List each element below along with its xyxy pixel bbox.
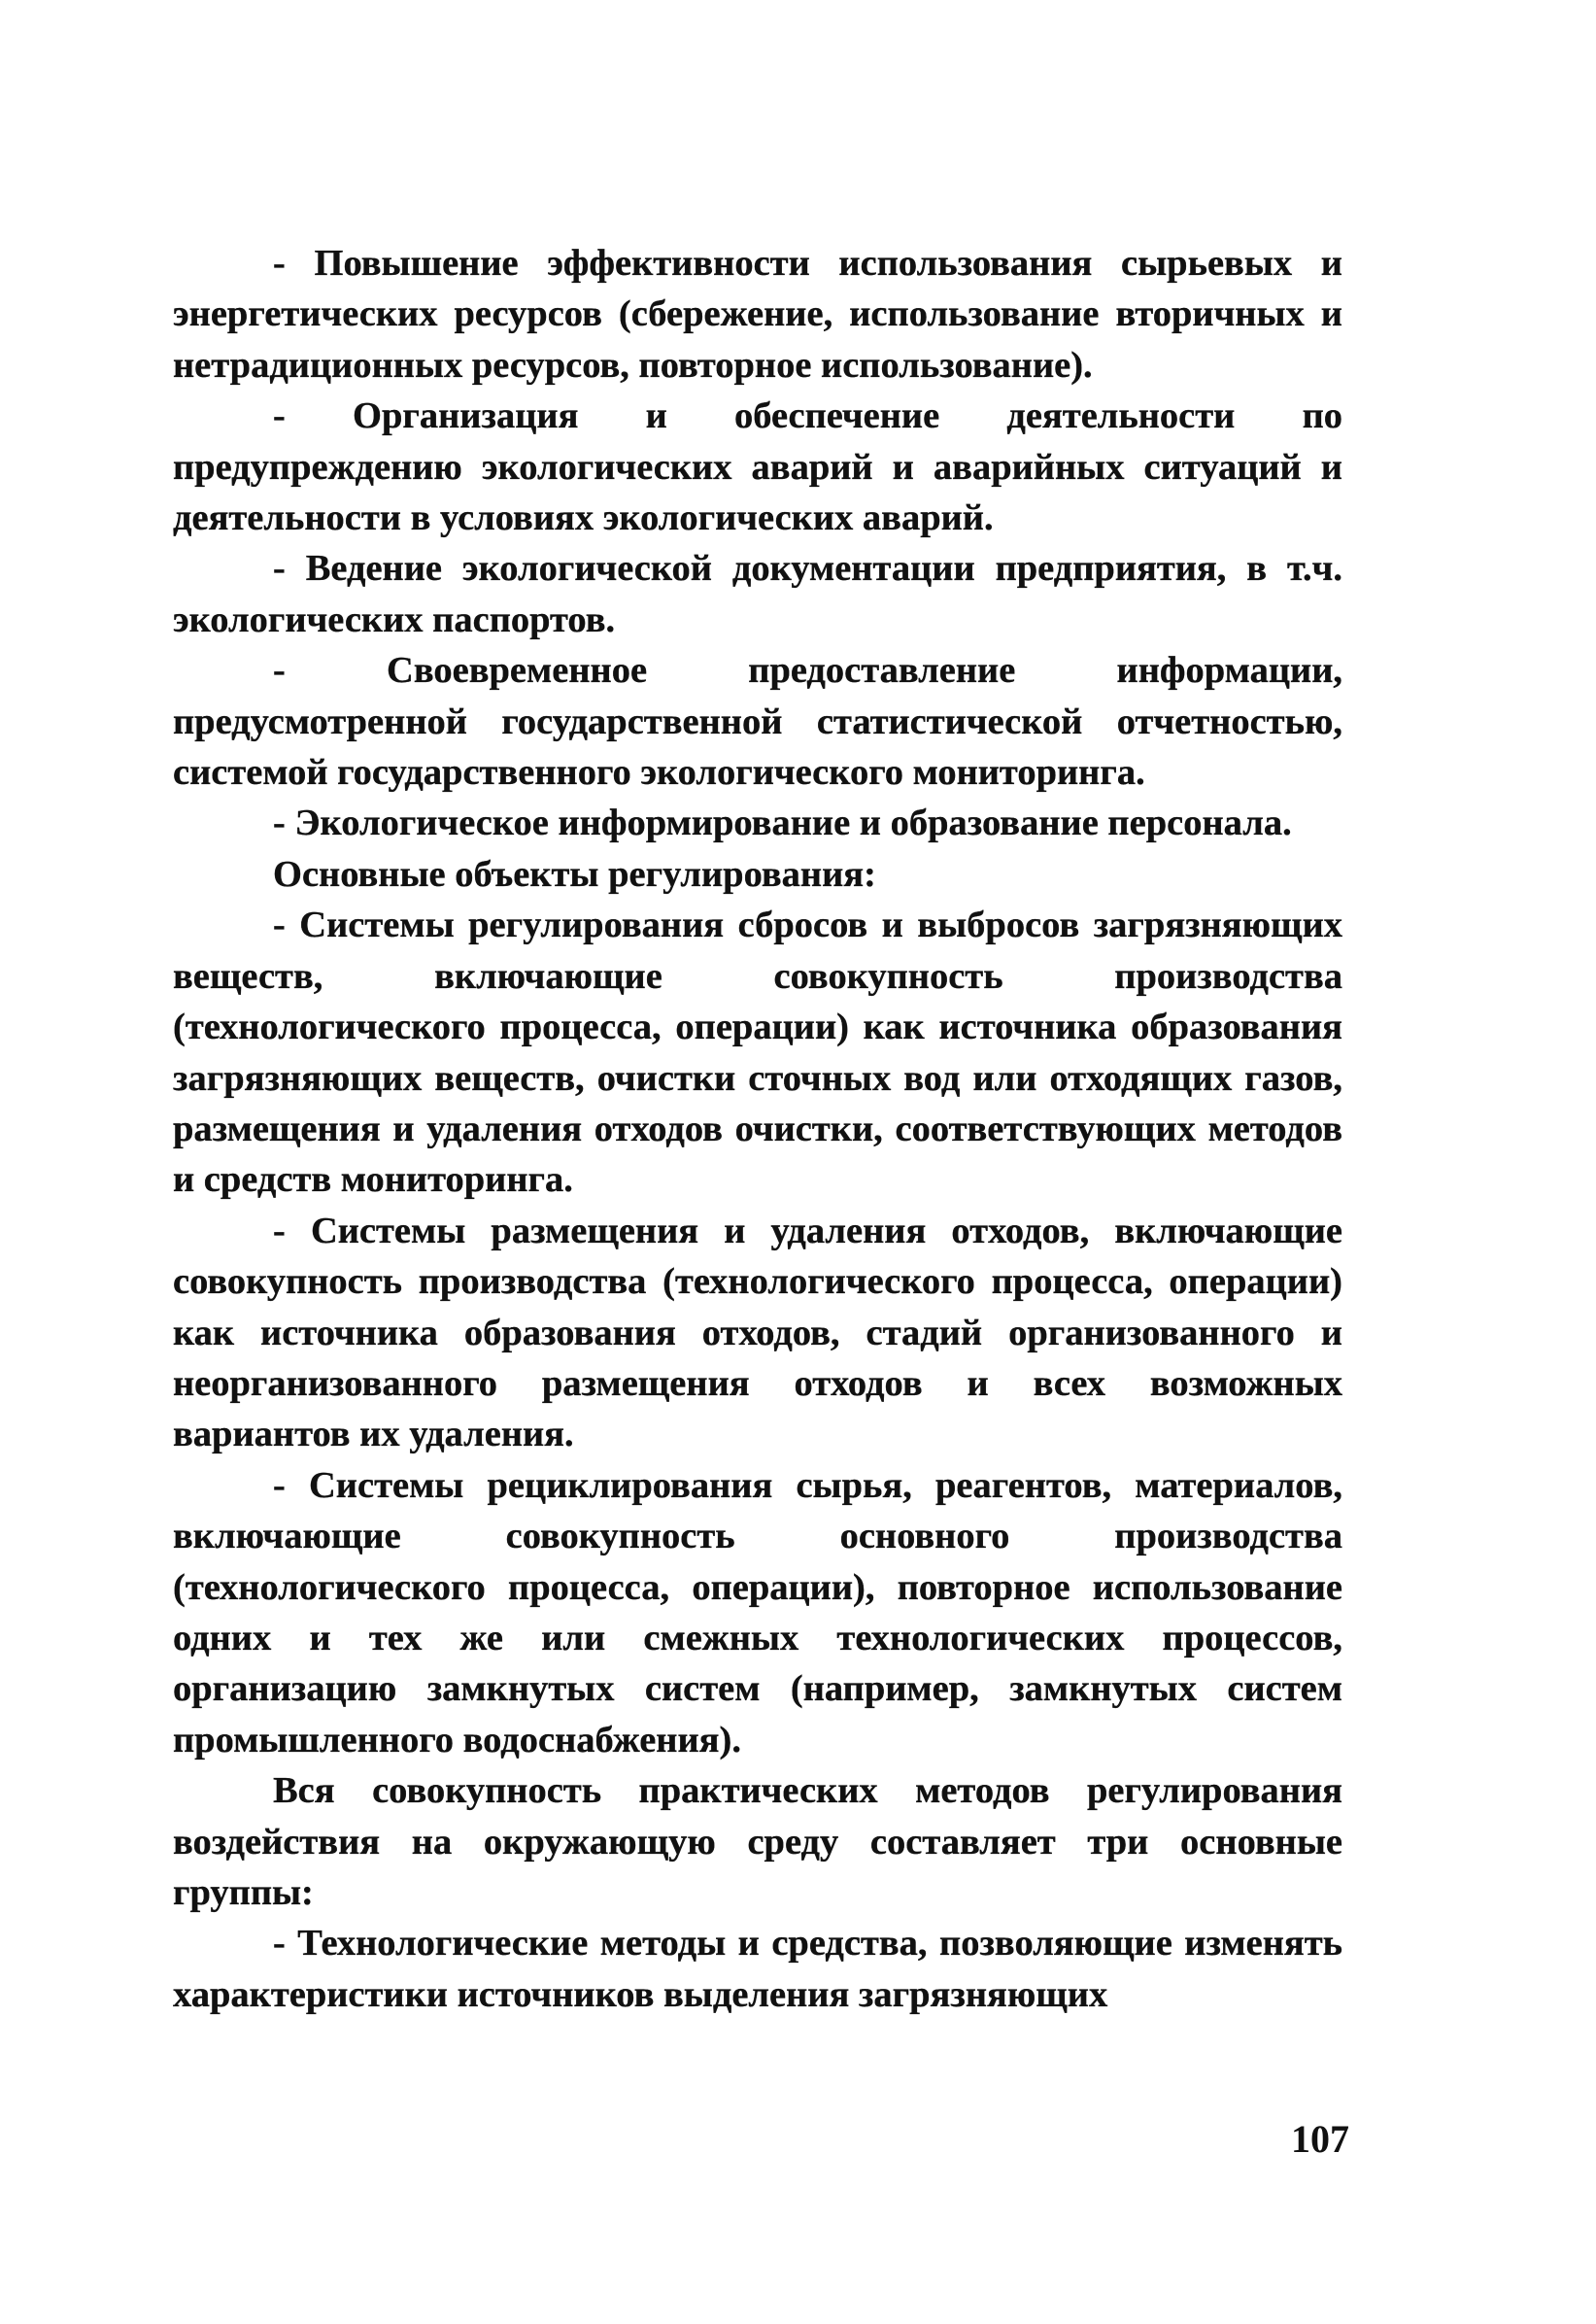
body-text: [173, 238, 1342, 2020]
paragraph-method-groups: Вся совокупность практических методов регулирования воздействия на окружающую среду составляет три основные группы:: [173, 1770, 1342, 1913]
page-number: 107: [1291, 2117, 1349, 2161]
paragraph-emission-systems: - Системы регулирования сбросов и выбросов загрязняющих веществ, включающие совокупность производства (технологического процесса, операции) как источника образования загрязняющих веществ, очистки сточных вод или отходящих газов, размещения и удаления отходов очистки, соответствующих методов и средств мониторинга.: [173, 905, 1342, 1201]
paragraph-objects-heading: Основные объекты регулирования:: [273, 853, 876, 895]
paragraph-resource-efficiency: - Повышение эффективности использования сырьевых и энергетических ресурсов (сбережение, использование вторичных и нетрадиционных ресурсов, повторное использование).: [173, 243, 1342, 386]
paragraph-documentation: - Ведение экологической документации предприятия, в т.ч. экологических паспортов.: [173, 548, 1342, 640]
paragraph-reporting: - Своевременное предоставление информации, предусмотренной государственной статистической отчетностью, системой государственного экологического мониторинга.: [173, 650, 1342, 794]
paragraph-accident-prevention: - Организация и обеспечение деятельности по предупреждению экологических аварий и аварийных ситуаций и деятельности в условиях экологических аварий.: [173, 395, 1342, 539]
paragraph-staff-education: - Экологическое информирование и образование персонала.: [273, 803, 1292, 844]
paragraph-technological-methods: - Технологические методы и средства, позволяющие изменять характеристики источников выделения загрязняющих: [173, 1923, 1342, 2015]
paragraph-recycling-systems: - Системы рециклирования сырья, реагентов, материалов, включающие совокупность основного производства (технологического процесса, операции), повторное использование одних и тех же или смежных технологических процессов, организацию замкнутых систем (например, замкнутых систем промышленного водоснабжения).: [173, 1464, 1342, 1760]
paragraph-waste-systems: - Системы размещения и удаления отходов, включающие совокупность производства (технологического процесса, операции) как источника образования отходов, стадий организованного и неорганизованного размещения отходов и всех возможных вариантов их удаления.: [173, 1210, 1342, 1455]
